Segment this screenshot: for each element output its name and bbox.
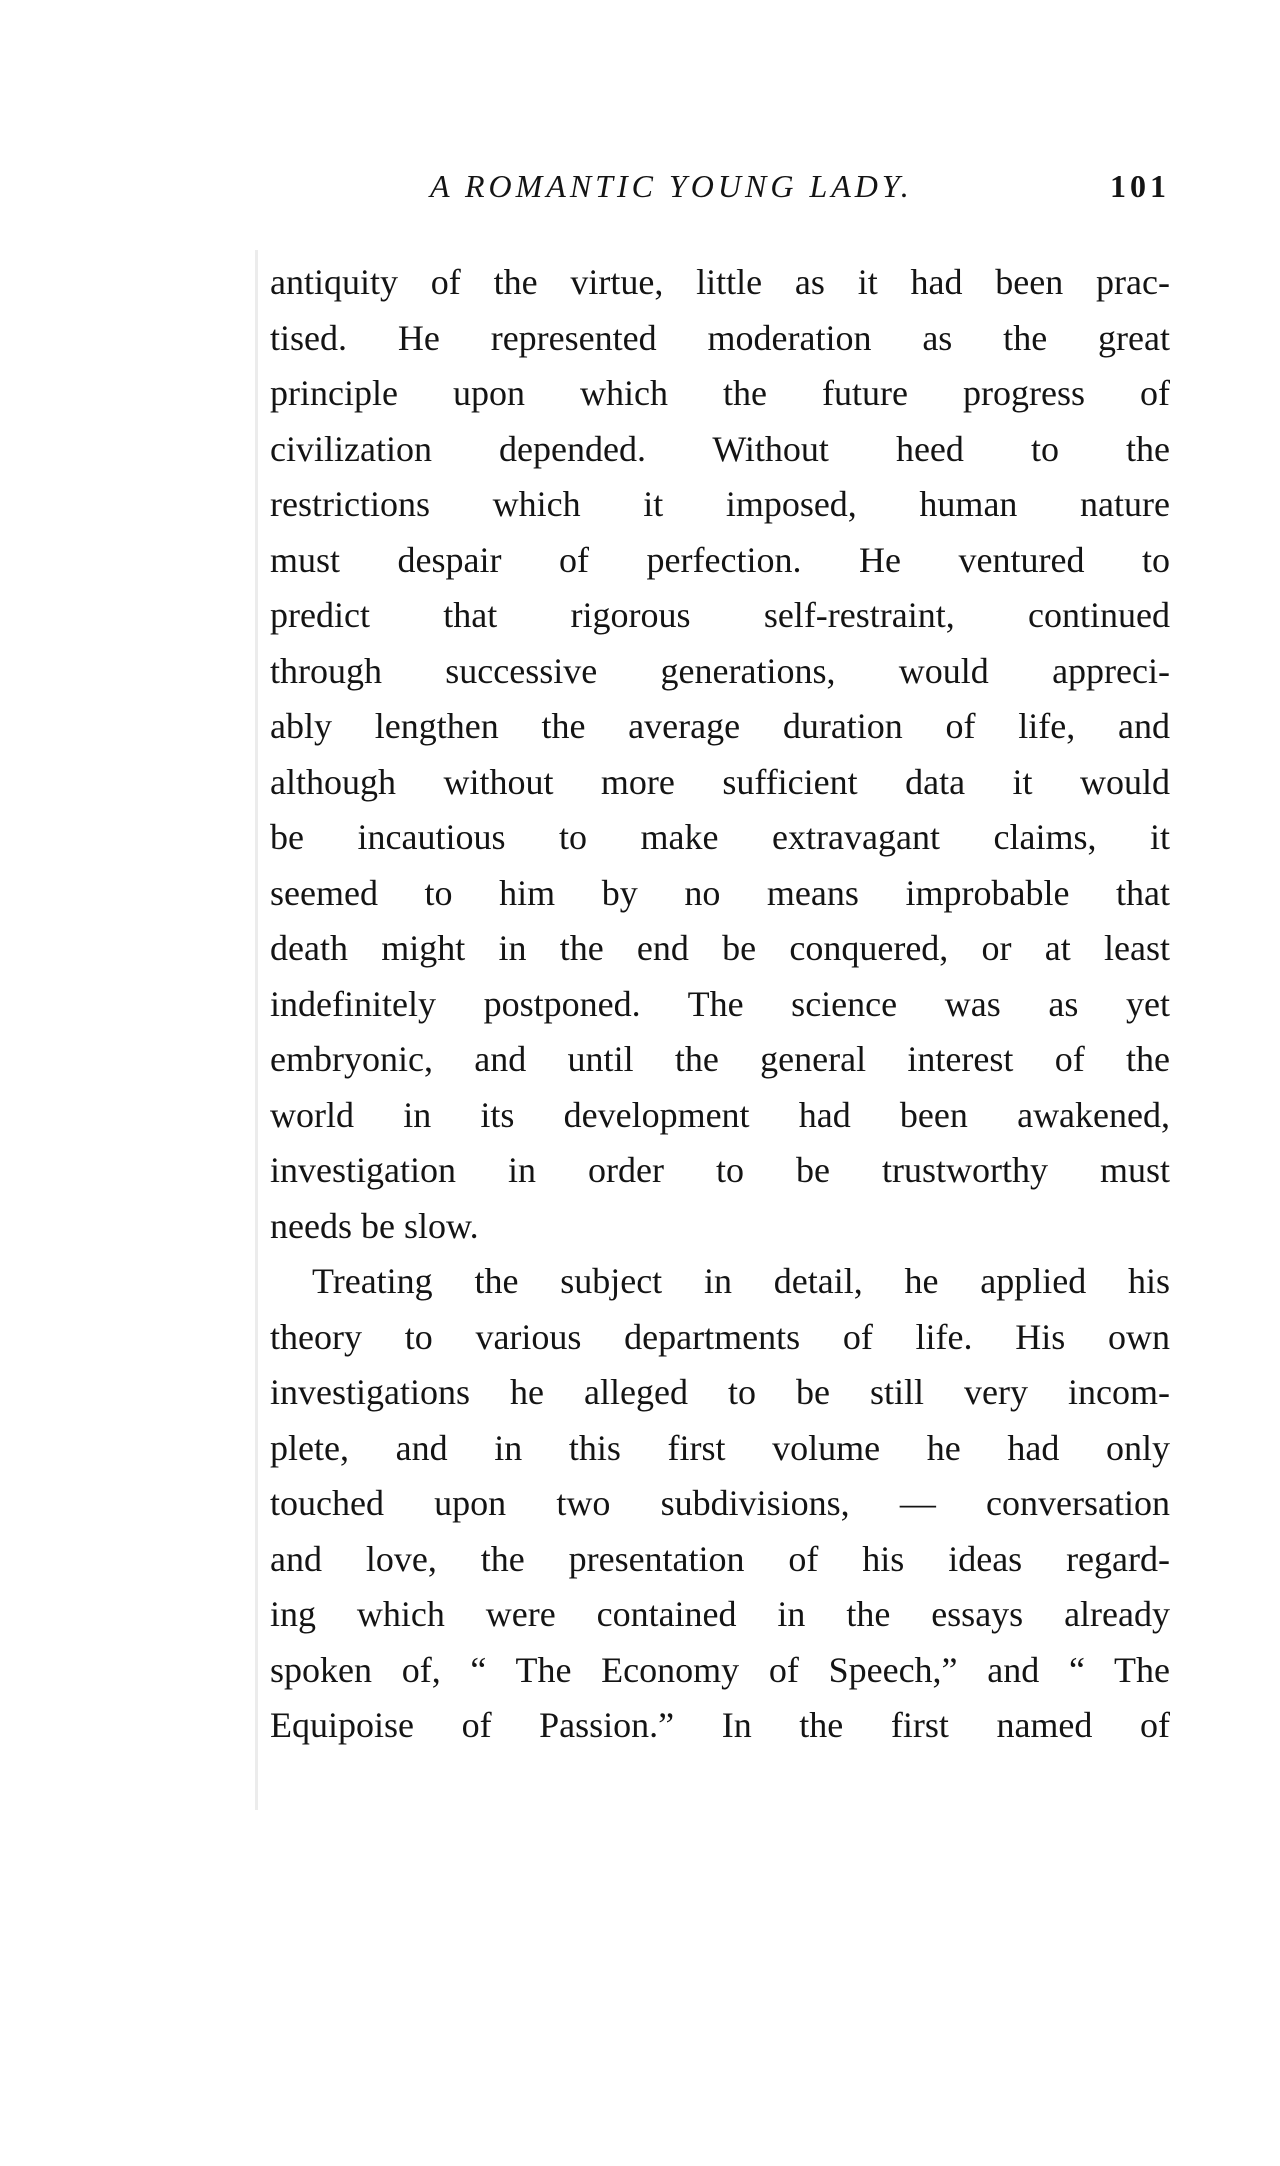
text-line: investigation in order to be trustworthy must <box>270 1150 1170 1190</box>
text-line: investigations he alleged to be still very incom- <box>270 1372 1170 1412</box>
text-line: be incautious to make extravagant claims, it <box>270 817 1170 857</box>
text-line: spoken of, “ The Economy of Speech,” and “ The <box>270 1649 1170 1690</box>
paragraph-1 <box>270 255 1170 1254</box>
text-line: predict that rigorous self-restraint, continued <box>270 595 1170 635</box>
text-line: plete, and in this first volume he had only <box>270 1427 1170 1468</box>
text-line: Equipoise of Passion.” In the first named of <box>270 1705 1170 1745</box>
text-line: and love, the presentation of his ideas regard- <box>270 1538 1170 1579</box>
text-line: embryonic, and until the general interest of the <box>270 1039 1170 1079</box>
running-head <box>270 168 1170 218</box>
running-title: A ROMANTIC YOUNG LADY. <box>430 168 913 204</box>
text-line: although without more sufficient data it would <box>270 761 1170 802</box>
text-line: touched upon two subdivisions, — conversation <box>270 1483 1170 1523</box>
paragraph-2 <box>270 1254 1170 1754</box>
text-line: death might in the end be conquered, or at least <box>270 928 1170 968</box>
text-line: principle upon which the future progress of <box>270 373 1170 413</box>
text-line: through successive generations, would appreci- <box>270 650 1170 691</box>
text-line: indefinitely postponed. The science was as yet <box>270 983 1170 1024</box>
text-line: must despair of perfection. He ventured to <box>270 539 1170 580</box>
text-line: ably lengthen the average duration of life, and <box>270 706 1170 746</box>
text-line: theory to various departments of life. His own <box>270 1316 1170 1357</box>
text-line: Treating the subject in detail, he applied his <box>312 1261 1170 1301</box>
text-line: ing which were contained in the essays already <box>270 1594 1170 1634</box>
text-line: antiquity of the virtue, little as it had been prac- <box>270 262 1170 302</box>
text-line: seemed to him by no means improbable that <box>270 872 1170 913</box>
gutter-shadow <box>255 250 258 1810</box>
body-text <box>270 255 1170 1754</box>
page-number: 101 <box>1110 168 1170 204</box>
text-line: restrictions which it imposed, human nature <box>270 484 1170 524</box>
text-line: civilization depended. Without heed to the <box>270 428 1170 469</box>
text-line: tised. He represented moderation as the great <box>270 317 1170 358</box>
text-line: world in its development had been awakened, <box>270 1094 1170 1135</box>
text-line: needs be slow. <box>270 1205 479 1246</box>
